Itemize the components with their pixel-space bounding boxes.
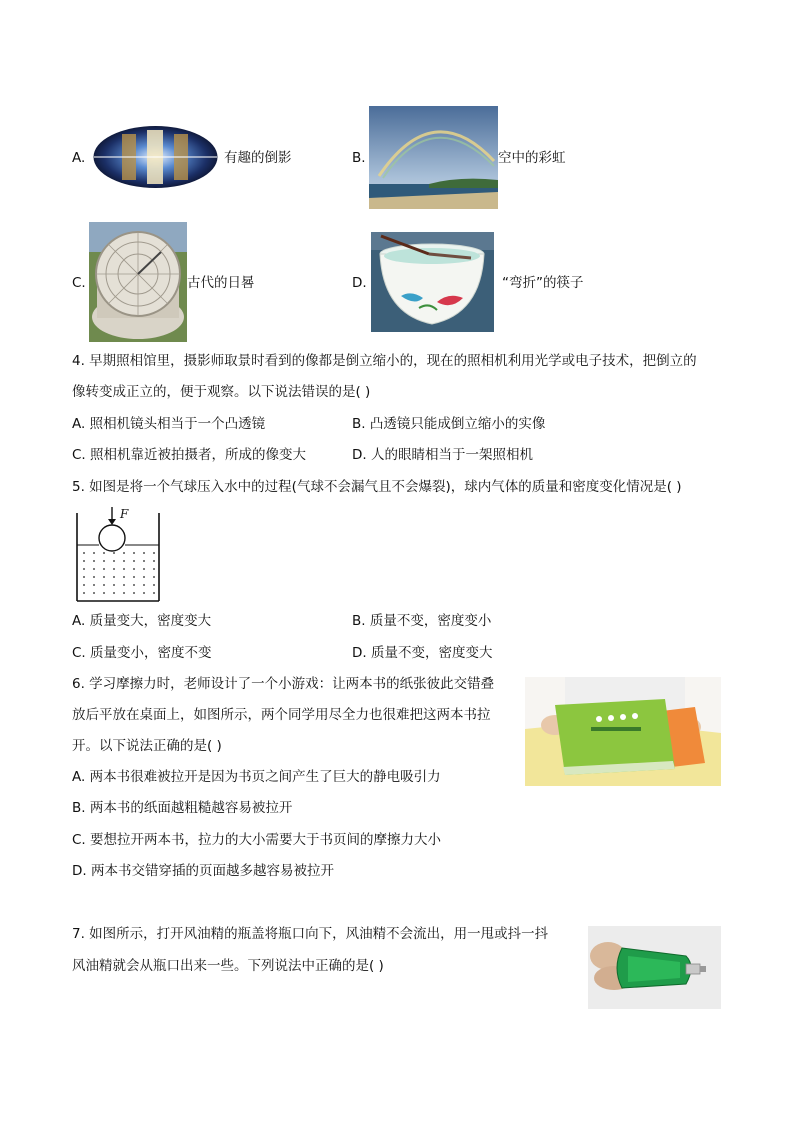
interleaved-books-image [525, 677, 721, 786]
sundial-image [89, 222, 187, 342]
q4-stem-line1: 4. 早期照相馆里，摄影师取景时看到的像都是倒立缩小的，现在的照相机利用光学或电子技术，把倒立的 [72, 353, 697, 369]
q4-option-a: A. 照相机镜头相当于一个凸透镜 [72, 416, 266, 432]
q4-option-c: C. 照相机靠近被拍摄者，所成的像变大 [72, 447, 307, 463]
force-label: F [120, 507, 129, 521]
q6-option-a: A. 两本书很难被拉开是因为书页之间产生了巨大的静电吸引力 [72, 769, 441, 785]
rainbow-image [369, 106, 498, 209]
q3-option-b-caption: 空中的彩虹 [498, 150, 566, 166]
q5-stem: 5. 如图是将一个气球压入水中的过程(气球不会漏气且不会爆裂)，球内气体的质量和密度变化情况是( ) [72, 479, 682, 495]
q3-option-c-caption: 古代的日晷 [187, 275, 255, 291]
q5-option-c: C. 质量变小，密度不变 [72, 645, 212, 661]
q3-option-d-letter: D. [352, 275, 367, 291]
q3-option-d-caption: “弯折”的筷子 [502, 275, 584, 291]
q6-stem-line2: 放后平放在桌面上，如图所示，两个同学用尽全力也很难把这两本书拉 [72, 707, 491, 723]
q6-option-d: D. 两本书交错穿插的页面越多越容易被拉开 [72, 863, 334, 879]
q6-stem-line3: 开。以下说法正确的是( ) [72, 738, 222, 754]
q3-option-b-letter: B. [352, 150, 366, 166]
bent-chopsticks-image [371, 232, 494, 332]
q4-option-d: D. 人的眼睛相当于一架照相机 [352, 447, 533, 463]
reflection-image [92, 124, 219, 190]
q5-option-a: A. 质量变大，密度变大 [72, 613, 212, 629]
q4-stem-line2: 像转变成正立的，便于观察。以下说法错误的是( ) [72, 384, 371, 400]
q3-option-c-letter: C. [72, 275, 86, 291]
balloon-in-water-diagram [72, 505, 164, 605]
q6-stem-line1: 6. 学习摩擦力时，老师设计了一个小游戏：让两本书的纸张彼此交错叠 [72, 676, 495, 692]
q3-option-a-letter: A. [72, 150, 86, 166]
q6-option-c: C. 要想拉开两本书，拉力的大小需要大于书页间的摩擦力大小 [72, 832, 442, 848]
q7-stem-line1: 7. 如图所示，打开风油精的瓶盖将瓶口向下，风油精不会流出，用一甩或抖一抖 [72, 926, 549, 942]
q5-option-b: B. 质量不变，密度变小 [352, 613, 492, 629]
q7-stem-line2: 风油精就会从瓶口出来一些。下列说法中正确的是( ) [72, 958, 384, 974]
q3-option-a-caption: 有趣的倒影 [224, 150, 292, 166]
q6-option-b: B. 两本书的纸面越粗糙越容易被拉开 [72, 800, 293, 816]
q4-option-b: B. 凸透镜只能成倒立缩小的实像 [352, 416, 546, 432]
essential-oil-bottle-image [588, 926, 721, 1009]
q5-option-d: D. 质量不变，密度变大 [352, 645, 493, 661]
